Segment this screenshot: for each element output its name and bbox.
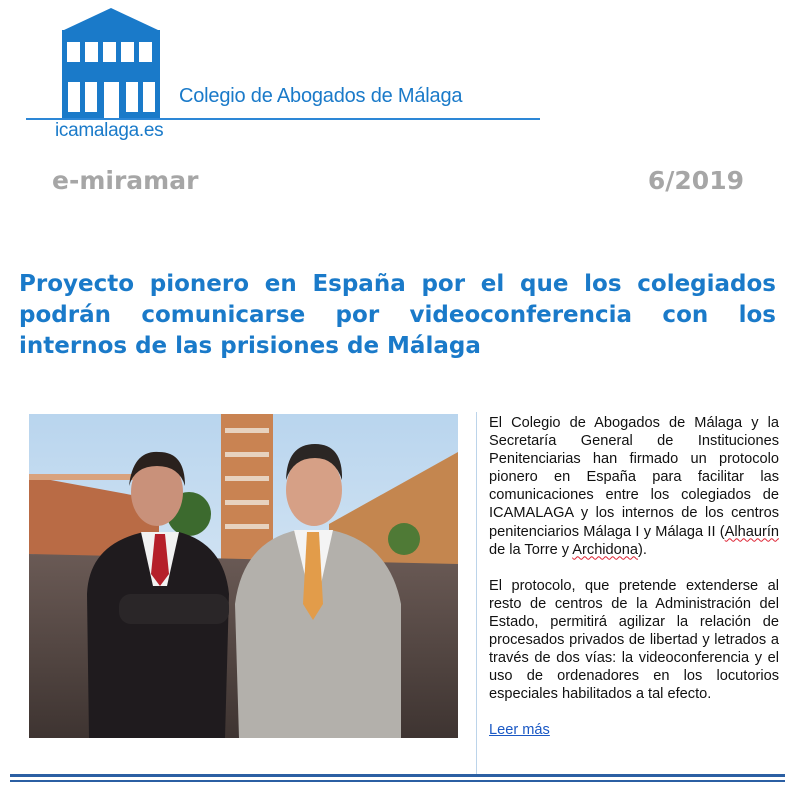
footer-divider <box>10 774 785 777</box>
logo-building-icon <box>54 8 168 120</box>
newsletter-brand: e-miramar <box>52 166 199 195</box>
read-more-link[interactable]: Leer más <box>489 722 550 739</box>
site-url: icamalaga.es <box>55 120 164 141</box>
column-divider <box>476 412 477 774</box>
organization-name: Colegio de Abogados de Málaga <box>179 85 463 107</box>
footer-divider-secondary <box>10 780 785 782</box>
article-paragraph-1: El Colegio de Abogados de Málaga y la Secretaría General de Instituciones Penitenciarias han firmado un protocolo pionero en España para facilitar las comunicaciones entre los colegiados de ICAMALAGA y los internos de los centros penitenciarios Málaga I y Málaga II (Alhaurín de la Torre y Archidona). <box>489 415 779 558</box>
article-body <box>489 414 779 740</box>
article-photo <box>29 414 458 738</box>
article-paragraph-2: El protocolo, que pretende extenderse al resto de centros de la Administración del Estado, permitirá agilizar la relación de procesados privados de libertad y letrados a través de dos vías: la videoconferencia y el uso de ordenadores en los locutorios especiales habilitados a tal efecto. <box>489 577 779 703</box>
issue-number: 6/2019 <box>647 166 744 195</box>
place-name-alhaurin: Alhaurín <box>724 523 779 540</box>
article-headline: Proyecto pionero en España por el que los colegiados podrán comunicarse por videoconferencia con los internos de las prisiones de Málaga <box>19 271 776 359</box>
place-name-archidona: Archidona <box>572 541 639 558</box>
